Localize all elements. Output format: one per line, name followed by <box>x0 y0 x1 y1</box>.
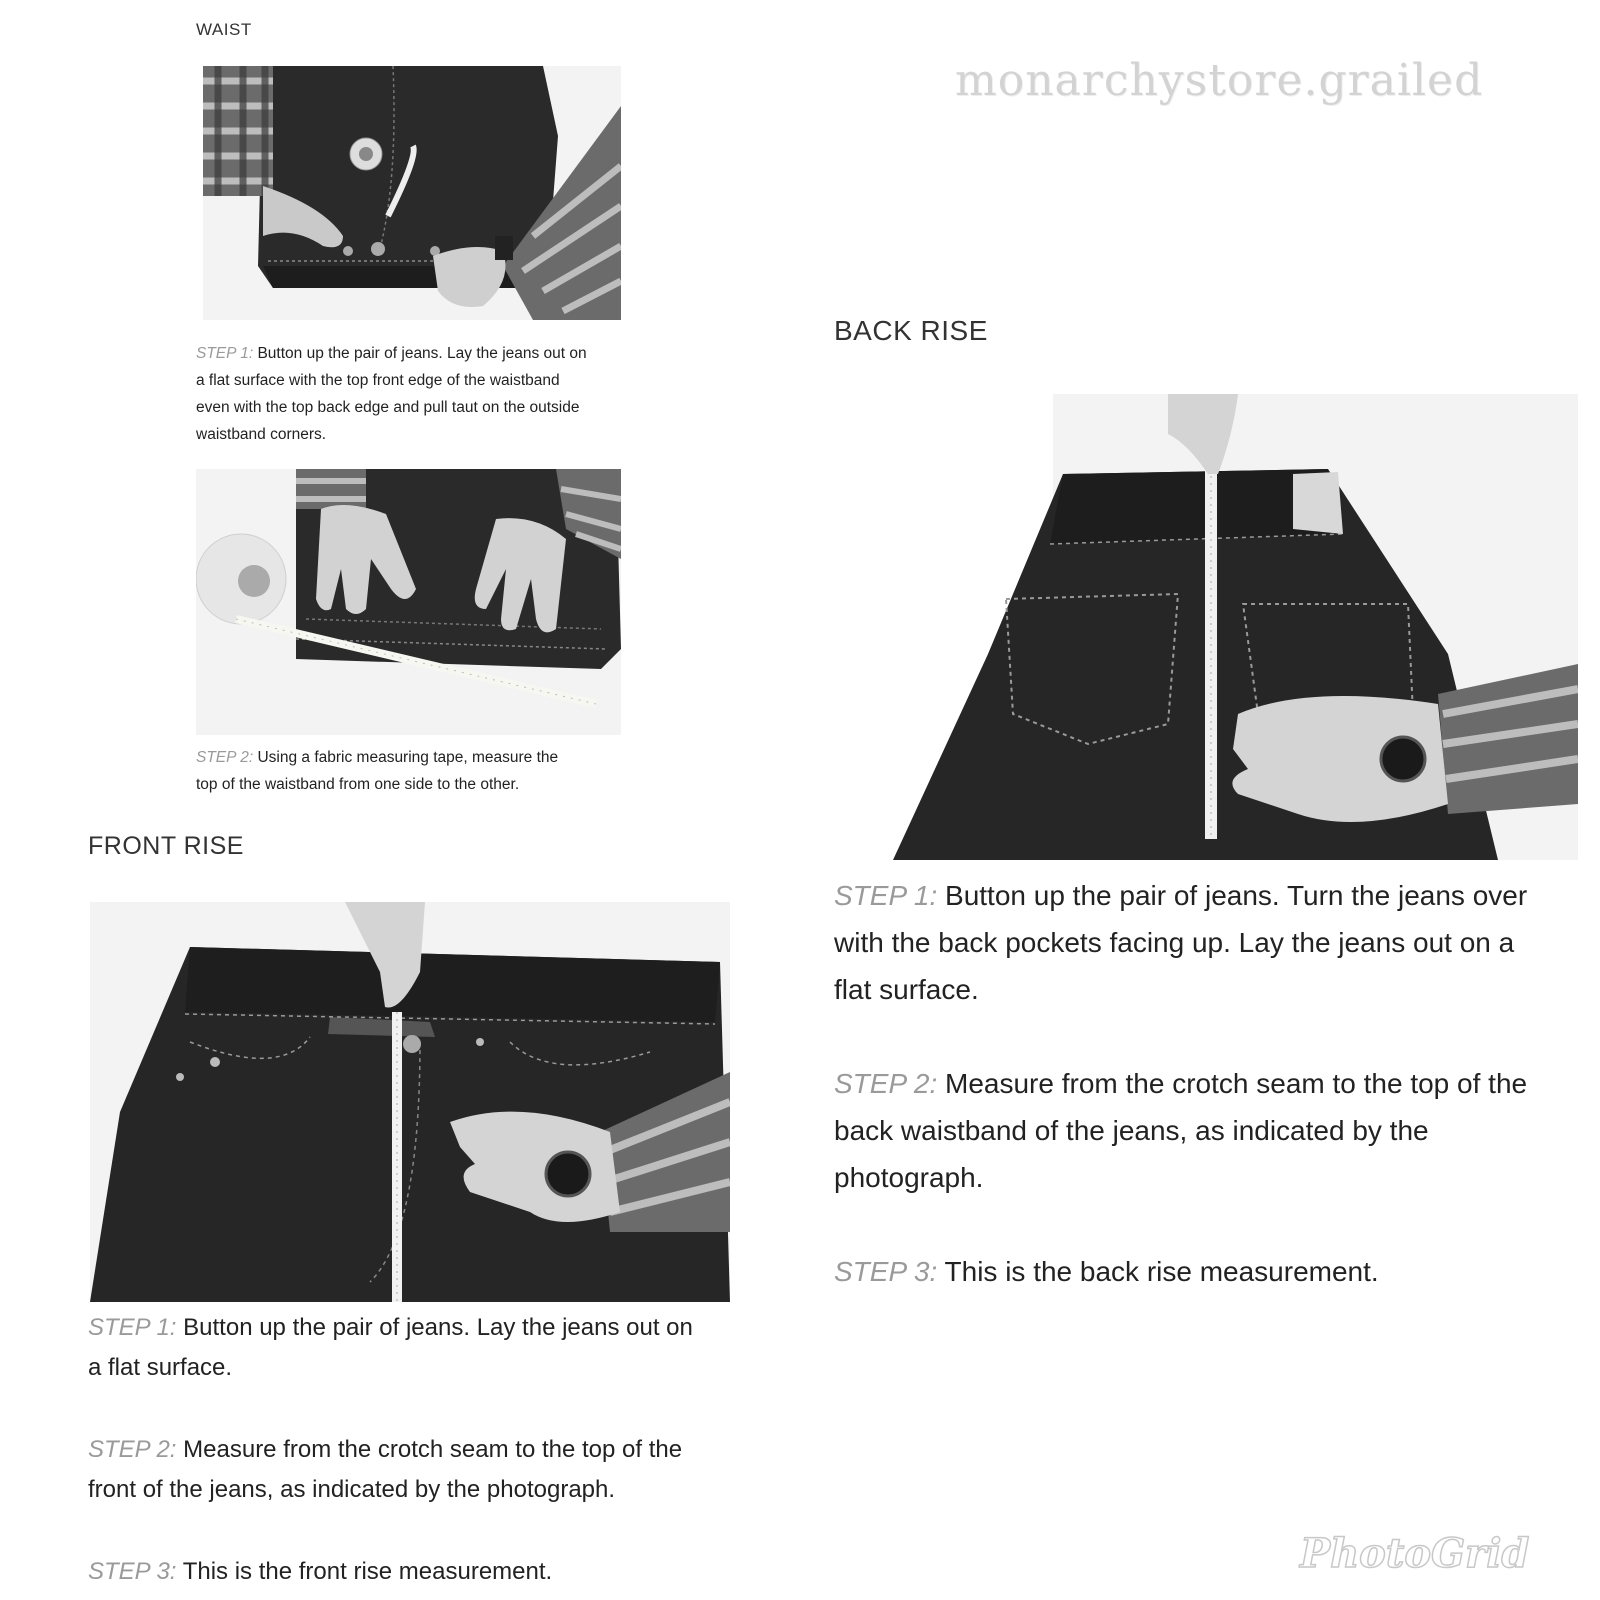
back-rise-step-3-text: This is the back rise measurement. <box>944 1256 1379 1287</box>
front-rise-step-2 <box>88 1430 768 1510</box>
front-rise-step-1-label: STEP 1: <box>88 1314 177 1341</box>
front-rise-step-3-label: STEP 3: <box>88 1558 177 1585</box>
back-rise-step-2-line-1: Measure from the crotch seam to the top of the <box>945 1068 1528 1099</box>
back-rise-step-2-line-3: photograph. <box>834 1162 984 1193</box>
waist-step-2-line-1: Using a fabric measuring tape, measure the <box>257 749 559 766</box>
waist-title: WAIST <box>196 20 252 39</box>
front-rise-step-2-label: STEP 2: <box>88 1436 177 1463</box>
front-rise-step-3-text: This is the front rise measurement. <box>182 1558 553 1585</box>
back-rise-step-1-line-1: Button up the pair of jeans. Turn the jeans over <box>945 880 1528 911</box>
back-rise-step-3-label: STEP 3: <box>834 1256 938 1287</box>
back-rise-step-1-line-2: with the back pockets facing up. Lay the jeans out on a <box>834 927 1515 958</box>
photogrid-logo: PhotoGrid <box>1300 1530 1530 1577</box>
front-rise-step-2-line-1: Measure from the crotch seam to the top of the <box>183 1436 683 1463</box>
front-rise-title: FRONT RISE <box>88 832 244 860</box>
back-rise-step-1 <box>834 872 1574 1013</box>
back-rise-step-3 <box>834 1248 1574 1295</box>
waist-step-1-line-2: a flat surface with the top front edge of the waistband <box>196 372 560 389</box>
waist-step-2-label: STEP 2: <box>196 749 254 766</box>
waist-step-1-line-1: Button up the pair of jeans. Lay the jeans out on <box>257 345 587 362</box>
waist-step-2-line-2: top of the waistband from one side to the other. <box>196 776 520 793</box>
waist-step-1-line-3: even with the top back edge and pull taut on the outside <box>196 399 580 416</box>
back-rise-step-2-label: STEP 2: <box>834 1068 938 1099</box>
waist-photo-2 <box>196 469 621 735</box>
watermark-text: monarchystore.grailed <box>955 55 1484 106</box>
waist-step-2 <box>196 744 626 798</box>
waist-step-1-line-4: waistband corners. <box>196 426 327 443</box>
front-rise-step-1 <box>88 1308 768 1388</box>
front-rise-step-1-line-2: a flat surface. <box>88 1354 233 1381</box>
back-rise-photo <box>838 394 1578 860</box>
waist-step-1 <box>196 340 626 448</box>
front-rise-step-2-line-2: front of the jeans, as indicated by the photograph. <box>88 1476 616 1503</box>
back-rise-step-2 <box>834 1060 1574 1201</box>
back-rise-step-2-line-2: back waistband of the jeans, as indicated by the <box>834 1115 1429 1146</box>
back-rise-step-1-label: STEP 1: <box>834 880 938 911</box>
front-rise-step-3 <box>88 1552 768 1592</box>
front-rise-photo <box>90 902 730 1302</box>
front-rise-step-1-line-1: Button up the pair of jeans. Lay the jeans out on <box>183 1314 693 1341</box>
back-rise-step-1-line-3: flat surface. <box>834 974 979 1005</box>
back-rise-title: BACK RISE <box>834 315 988 346</box>
waist-photo-1 <box>203 66 621 320</box>
waist-step-1-label: STEP 1: <box>196 345 254 362</box>
